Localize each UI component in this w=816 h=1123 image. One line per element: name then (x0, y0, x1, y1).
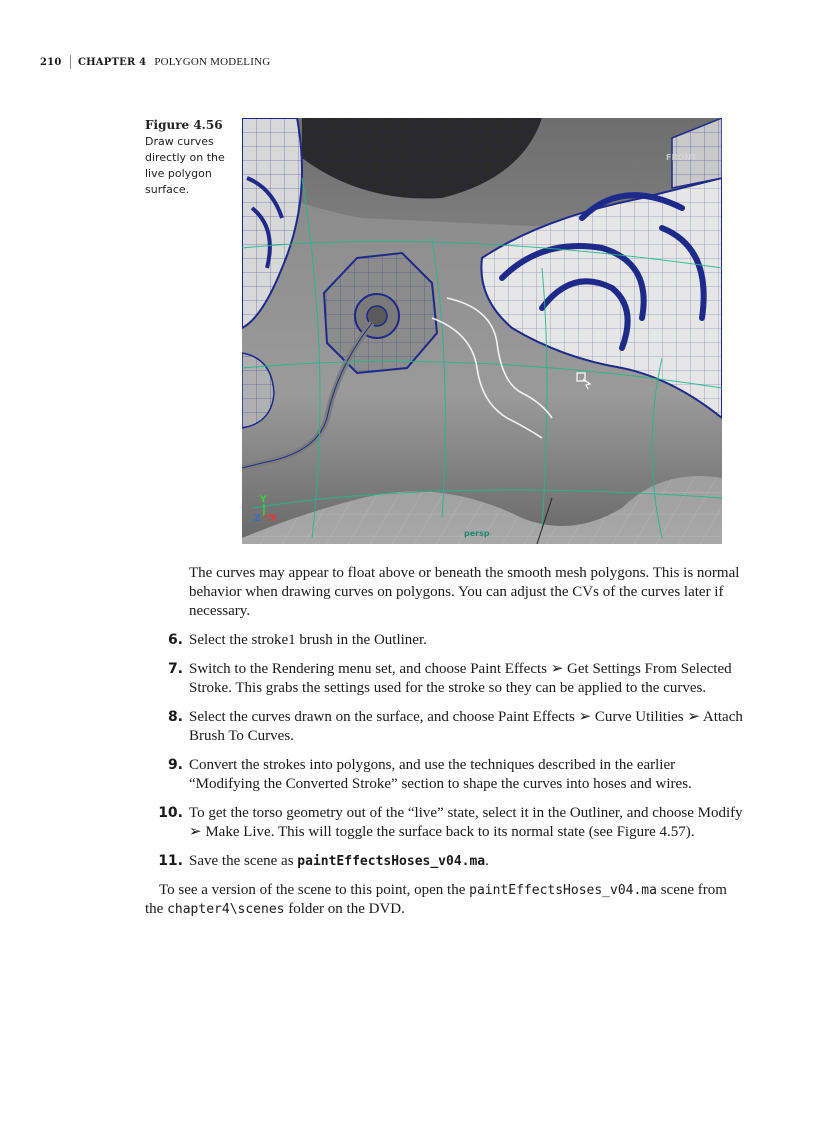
svg-text:Y: Y (260, 495, 267, 505)
body-text (145, 564, 745, 919)
scene-filename: paintEffectsHoses_v04.ma (297, 854, 486, 869)
closing-paragraph: To see a version of the scene to this point, open the paintEffectsHoses_v04.ma scene from the chapter4\scenes folder on the DVD. (145, 882, 727, 917)
step-9: 9. Convert the strokes into polygons, and use the techniques described in the earlier “Modifying the Converted Stroke” section to shape the curves into hoses and wires. (167, 757, 692, 792)
figure-viewport-image (242, 118, 722, 544)
step-6: 6. Select the stroke1 brush in the Outliner. (167, 632, 427, 648)
viewport-label: persp (464, 529, 490, 538)
scenes-folder-path: chapter4\scenes (167, 902, 285, 917)
figure-caption-text: Draw curves directly on the live polygon surface. (145, 135, 225, 196)
step-11: 11. Save the scene as paintEffectsHoses_v04.ma. (158, 853, 489, 869)
step-7: 7. Switch to the Rendering menu set, and choose Paint Effects ➢ Get Settings From Selected Stroke. This grabs the settings used for the stroke so they can be applied to the curves. (167, 661, 732, 696)
view-cube-label: FRONT (666, 153, 697, 162)
figure-label: Figure 4.56 (145, 118, 223, 132)
figure-caption (145, 117, 237, 198)
running-header (40, 55, 270, 69)
scene-filename-ref: paintEffectsHoses_v04.ma (469, 883, 657, 898)
header-divider (70, 55, 71, 69)
step-8: 8. Select the curves drawn on the surface, and choose Paint Effects ➢ Curve Utilities ➢ Attach Brush To Curves. (167, 709, 743, 744)
intro-paragraph: The curves may appear to float above or beneath the smooth mesh polygons. This is normal behavior when drawing curves on polygons. You can adjust the CVs of the curves later if necessary. (189, 565, 740, 619)
svg-text:Z: Z (254, 514, 261, 524)
maya-viewport-illustration (242, 118, 722, 544)
section-title: POLYGON MODELING (154, 56, 271, 68)
step-10: 10. To get the torso geometry out of the “live” state, select it in the Outliner, and choose Modify ➢ Make Live. This will toggle the surface back to its normal state (see Figure 4.57). (158, 805, 743, 840)
chapter-label: CHAPTER 4 (78, 56, 147, 68)
page-number: 210 (40, 56, 62, 68)
svg-text:X: X (270, 514, 277, 524)
